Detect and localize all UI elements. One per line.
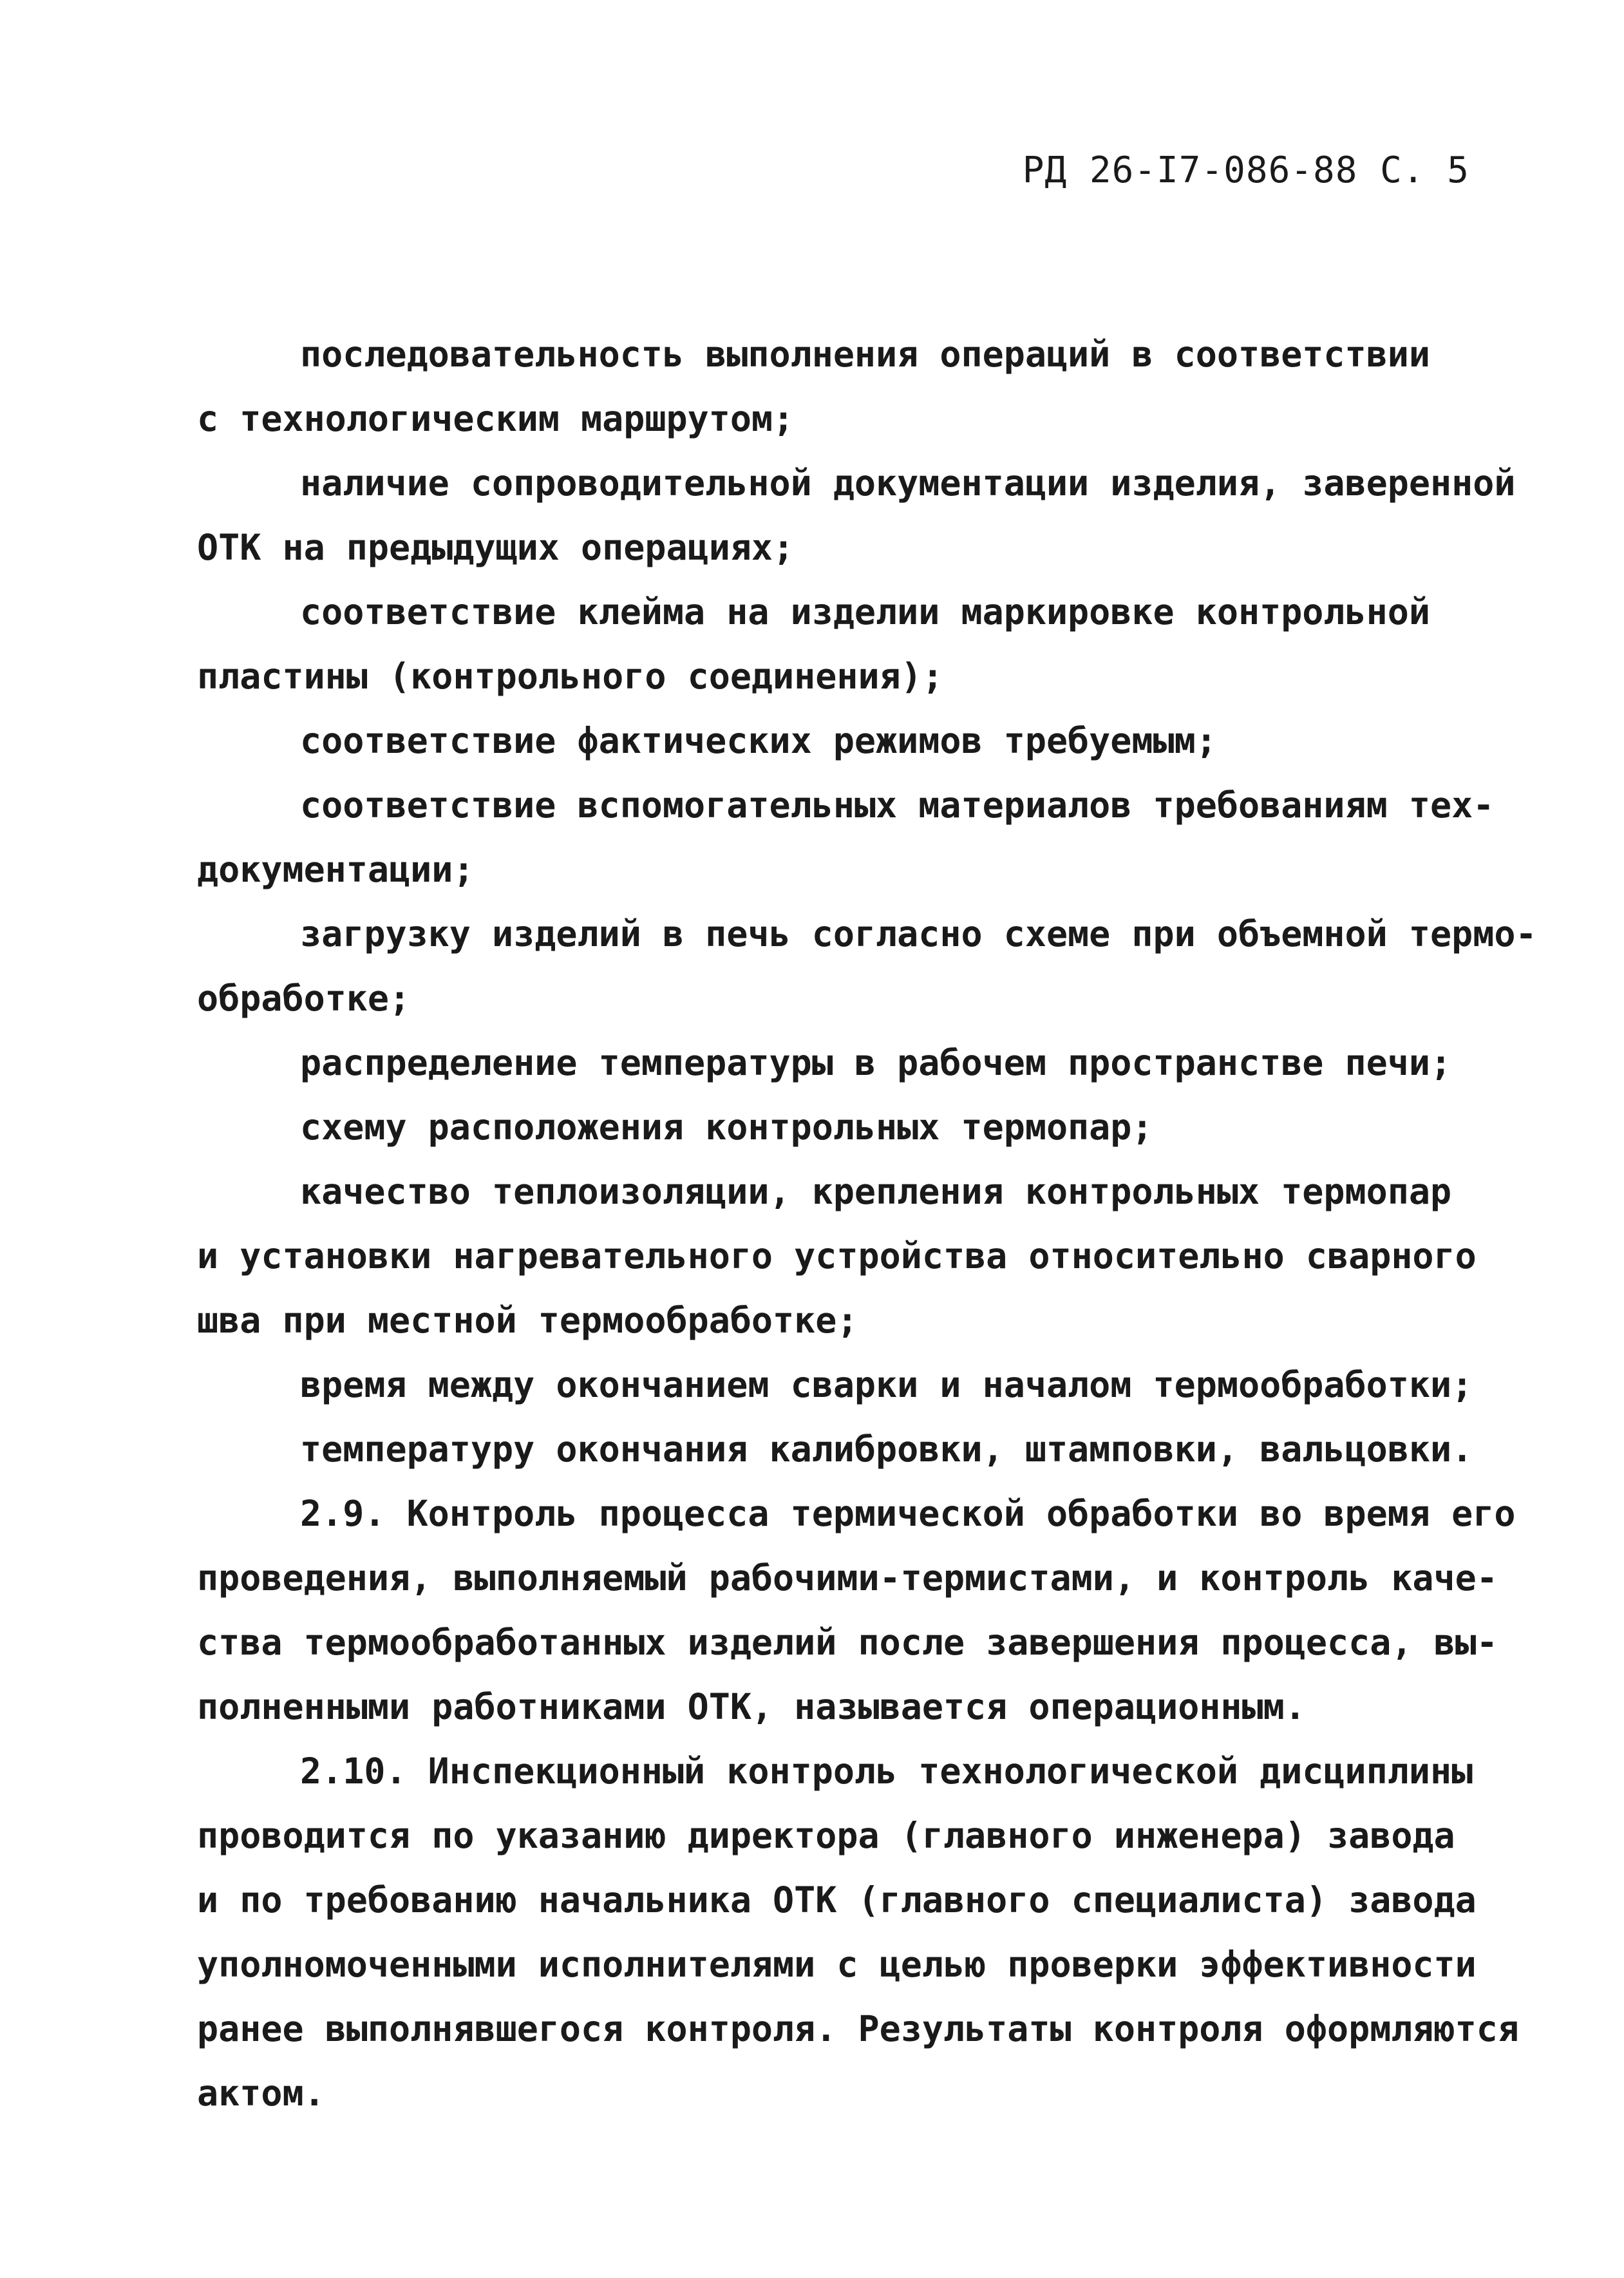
- text-line: пластины (контрольного соединения);: [197, 656, 943, 697]
- text-line: шва при местной термообработке;: [197, 1300, 858, 1341]
- text-line: соответствие клейма на изделии маркировке контрольной: [300, 591, 1430, 632]
- text-line: качество теплоизоляции, крепления контрольных термопар: [300, 1171, 1452, 1212]
- text-line: проведения, выполняемый рабочими-термистами, и контроль каче-: [197, 1557, 1498, 1599]
- text-line: температуру окончания калибровки, штамповки, вальцовки.: [300, 1428, 1473, 1470]
- text-line: и установки нагревательного устройства относительно сварного: [197, 1235, 1477, 1277]
- text-line: схему расположения контрольных термопар;: [300, 1106, 1153, 1148]
- text-line: время между окончанием сварки и началом термообработки;: [300, 1364, 1473, 1405]
- text-line: полненными работниками ОТК, называется операционным.: [197, 1686, 1306, 1727]
- text-line: проводится по указанию директора (главного инженера) завода: [197, 1815, 1455, 1856]
- text-line: ОТК на предыдущих операциях;: [197, 527, 795, 568]
- text-line: уполномоченными исполнителями с целью проверки эффективности: [197, 1944, 1477, 1985]
- text-line: распределение температуры в рабочем пространстве печи;: [300, 1042, 1452, 1083]
- text-line: последовательность выполнения операций в соответствии: [300, 334, 1430, 375]
- text-line: ранее выполнявшегося контроля. Результаты контроля оформляются: [197, 2008, 1519, 2049]
- text-line: соответствие фактических режимов требуемым;: [300, 720, 1217, 761]
- text-line: загрузку изделий в печь согласно схеме при объемной термо-: [300, 913, 1537, 954]
- text-line: 2.10. Инспекционный контроль технологической дисциплины: [300, 1751, 1473, 1792]
- document-reference-header: РД 26-І7-086-88 С. 5: [1022, 149, 1469, 191]
- text-line: актом.: [197, 2073, 325, 2114]
- text-line: документации;: [197, 849, 475, 890]
- text-line: 2.9. Контроль процесса термической обработки во время его: [300, 1493, 1516, 1534]
- text-line: обработке;: [197, 978, 411, 1019]
- text-line: соответствие вспомогательных материалов требованиям тех-: [300, 784, 1495, 826]
- text-line: наличие сопроводительной документации изделия, заверенной: [300, 462, 1516, 504]
- text-line: ства термообработанных изделий после завершения процесса, вы-: [197, 1622, 1498, 1663]
- document-body: [197, 322, 1537, 2125]
- text-line: с технологическим маршрутом;: [197, 398, 795, 439]
- text-line: и по требованию начальника ОТК (главного специалиста) завода: [197, 1879, 1477, 1921]
